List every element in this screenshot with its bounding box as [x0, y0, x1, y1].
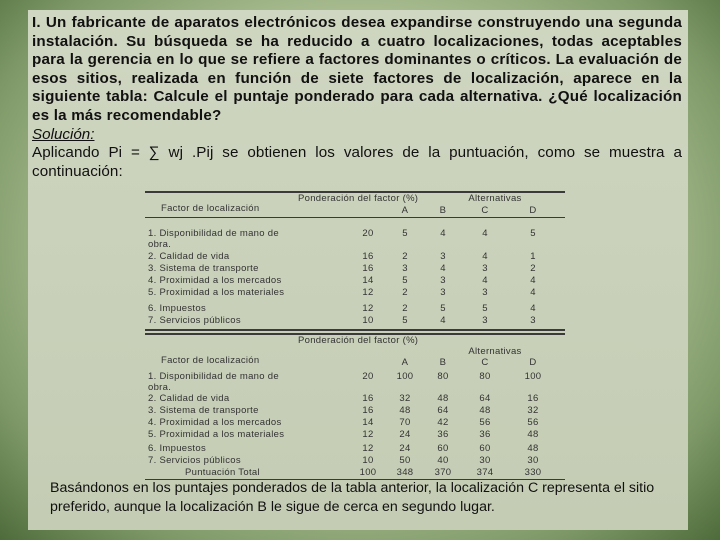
- score-cell: 48: [437, 393, 449, 404]
- score-cell: 36: [437, 429, 449, 440]
- solution-heading: Solución:: [32, 125, 95, 143]
- score-cell: 4: [440, 228, 446, 239]
- score-cell: 48: [399, 405, 411, 416]
- solution-text: Aplicando Pi = ∑ wj .Pij se obtienen los valores de la puntuación, como se muestra a continuación:: [32, 144, 682, 180]
- score-cell: 24: [399, 429, 411, 440]
- score-cell: 36: [479, 429, 491, 440]
- weight-cell: 14: [362, 275, 374, 286]
- factor-label: 4. Proximidad a los mercados: [148, 275, 282, 286]
- score-cell: 32: [399, 393, 411, 404]
- score-cell: 32: [527, 405, 539, 416]
- weight-cell: 14: [362, 417, 374, 428]
- score-cell: 60: [437, 443, 449, 454]
- weight-cell: 16: [362, 405, 374, 416]
- score-cell: 80: [479, 371, 491, 382]
- weight-cell: 12: [362, 429, 374, 440]
- header-weight: Ponderación del factor (%): [298, 193, 419, 204]
- score-cell: 64: [479, 393, 491, 404]
- conclusion-text: Basándonos en los puntajes ponderados de la tabla anterior, la localización C representa el sitio preferido, aunque la localización B le sigue de cerca en segundo lugar.: [50, 480, 655, 515]
- score-cell: 2: [402, 251, 408, 262]
- weight-cell: 10: [362, 455, 374, 466]
- header-alt-c: C: [481, 357, 489, 368]
- header-alt-d: D: [529, 205, 537, 216]
- score-cell: 48: [527, 443, 539, 454]
- slide: [28, 10, 688, 530]
- score-cell: 4: [482, 228, 488, 239]
- weight-cell: 10: [362, 315, 374, 326]
- weight-cell: 20: [362, 228, 374, 239]
- score-cell: 100: [524, 371, 542, 382]
- header-alt-d: D: [529, 357, 537, 368]
- score-cell: 16: [527, 393, 539, 404]
- score-cell: 2: [402, 303, 408, 314]
- score-cell: 42: [437, 417, 449, 428]
- weight-cell: 16: [362, 263, 374, 274]
- score-cell: 4: [440, 315, 446, 326]
- score-cell: 56: [527, 417, 539, 428]
- factor-label: 7. Servicios públicos: [148, 315, 241, 326]
- score-cell: 3: [482, 263, 488, 274]
- header-alt-b: B: [439, 357, 447, 368]
- score-cell: 64: [437, 405, 449, 416]
- weight-cell: 12: [362, 443, 374, 454]
- factor-label: 2. Calidad de vida: [148, 393, 230, 404]
- header-alternatives: Alternativas: [468, 346, 522, 357]
- score-cell: 3: [402, 263, 408, 274]
- factor-label: 7. Servicios públicos: [148, 455, 241, 466]
- table-bottom-rule: [145, 329, 565, 331]
- score-cell: 4: [440, 263, 446, 274]
- score-cell: 5: [402, 228, 408, 239]
- score-cell: 3: [482, 315, 488, 326]
- problem-text: I. Un fabricante de aparatos electrónicos desea expandirse construyendo una segunda instalación. Su búsqueda se ha reducido a cuatro localizaciones, todas aceptables para la gerencia en lo que se refiere a factores dominantes o críticos. La evaluación de esos sitios, realizada en función de siete factores de localización, aparece en la siguiente tabla: Calcule el puntaje ponderado para cada alternativa. ¿Qué localización es la más recomendable?: [32, 14, 682, 124]
- score-cell: 50: [399, 455, 411, 466]
- factor-label: 5. Proximidad a los materiales: [148, 287, 285, 298]
- factor-label: 1. Disponibilidad de mano de obra.: [148, 228, 279, 250]
- header-alternatives: Alternativas: [468, 193, 522, 204]
- score-cell: 30: [479, 455, 491, 466]
- score-cell: 48: [479, 405, 491, 416]
- weighted-table: [145, 333, 565, 480]
- header-alt-a: A: [401, 357, 409, 368]
- factor-label: 5. Proximidad a los materiales: [148, 429, 285, 440]
- score-cell: 4: [482, 251, 488, 262]
- factor-label: 1. Disponibilidad de mano de obra.: [148, 371, 279, 393]
- factor-label: 4. Proximidad a los mercados: [148, 417, 282, 428]
- score-cell: 40: [437, 455, 449, 466]
- weight-cell: 16: [362, 393, 374, 404]
- factor-label: 2. Calidad de vida: [148, 251, 230, 262]
- score-cell: 3: [440, 275, 446, 286]
- weight-cell: 16: [362, 251, 374, 262]
- score-cell: 374: [476, 467, 494, 478]
- score-cell: 4: [530, 303, 536, 314]
- score-cell: 4: [530, 287, 536, 298]
- score-cell: 348: [396, 467, 414, 478]
- header-alt-b: B: [439, 205, 447, 216]
- score-cell: 24: [399, 443, 411, 454]
- score-cell: 370: [434, 467, 452, 478]
- score-cell: 3: [440, 287, 446, 298]
- score-cell: 100: [396, 371, 414, 382]
- factor-label: 3. Sistema de transporte: [148, 405, 259, 416]
- score-cell: 5: [402, 275, 408, 286]
- score-cell: 48: [527, 429, 539, 440]
- score-cell: 70: [399, 417, 411, 428]
- score-cell: 4: [482, 275, 488, 286]
- score-cell: 5: [402, 315, 408, 326]
- header-alt-a: A: [401, 205, 409, 216]
- score-cell: 5: [530, 228, 536, 239]
- factor-label: 3. Sistema de transporte: [148, 263, 259, 274]
- score-cell: 3: [530, 315, 536, 326]
- score-cell: 2: [530, 263, 536, 274]
- score-cell: 5: [482, 303, 488, 314]
- score-cell: 4: [530, 275, 536, 286]
- factor-label: 6. Impuestos: [148, 443, 206, 454]
- score-cell: 80: [437, 371, 449, 382]
- score-cell: 3: [482, 287, 488, 298]
- weight-cell: 20: [362, 371, 374, 382]
- score-cell: 60: [479, 443, 491, 454]
- score-cell: 1: [530, 251, 536, 262]
- total-label: Puntuación Total: [185, 467, 260, 478]
- header-factor: Factor de localización: [161, 355, 260, 366]
- weight-cell: 12: [362, 287, 374, 298]
- weight-cell: 12: [362, 303, 374, 314]
- score-cell: 2: [402, 287, 408, 298]
- score-cell: 3: [440, 251, 446, 262]
- header-factor: Factor de localización: [161, 203, 260, 214]
- scores-table: [145, 191, 565, 331]
- table-header-rule: [145, 217, 565, 218]
- problem-statement: [32, 14, 682, 181]
- score-cell: 330: [524, 467, 542, 478]
- score-cell: 5: [440, 303, 446, 314]
- header-weight: Ponderación del factor (%): [298, 335, 419, 346]
- weight-cell: 100: [359, 467, 377, 478]
- header-alt-c: C: [481, 205, 489, 216]
- factor-label: 6. Impuestos: [148, 303, 206, 314]
- score-cell: 30: [527, 455, 539, 466]
- score-cell: 56: [479, 417, 491, 428]
